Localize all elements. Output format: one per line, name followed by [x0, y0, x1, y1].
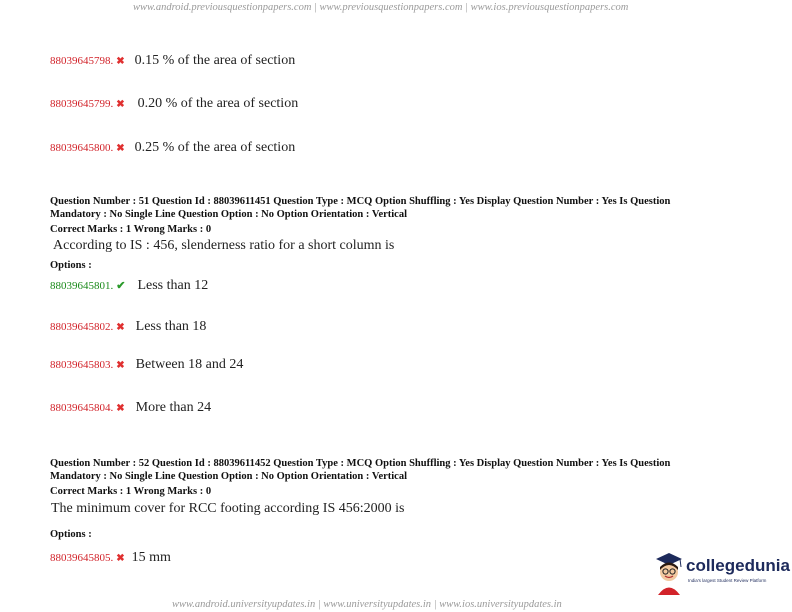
option-text: Less than 18: [135, 319, 207, 334]
option-row: [50, 138, 295, 156]
option-row: [50, 317, 206, 335]
options-label: Options :: [50, 529, 92, 540]
option-text: 0.20 % of the area of section: [137, 96, 299, 111]
question-text: The minimum cover for RCC footing according IS 456:2000 is: [51, 501, 405, 516]
question-51-meta: [50, 195, 670, 221]
question-meta-line: Question Number : 51 Question Id : 88039611451 Question Type : MCQ Option Shuffling : Yes Display Question Number : Yes Is Question: [50, 196, 671, 207]
student-mascot-icon: [652, 550, 686, 596]
wrong-mark-icon: ✖: [116, 403, 125, 414]
option-id: 88039645805.: [50, 552, 114, 564]
option-text: 0.15 % of the area of section: [134, 53, 296, 68]
option-text: 15 mm: [131, 550, 171, 565]
option-text: 0.25 % of the area of section: [134, 140, 296, 155]
question-text: According to IS : 456, slenderness ratio for a short column is: [53, 238, 395, 253]
option-row: [50, 355, 243, 373]
option-text: Less than 12: [137, 278, 209, 293]
option-row: [50, 51, 295, 69]
wrong-mark-icon: ✖: [116, 143, 125, 154]
option-id: 88039645798.: [50, 55, 114, 67]
question-meta-line: Mandatory : No Single Line Question Option : No Option Orientation : Vertical: [50, 471, 408, 482]
question-52-meta: [50, 457, 670, 483]
option-row: [50, 398, 211, 416]
question-meta-line: Question Number : 52 Question Id : 88039611452 Question Type : MCQ Option Shuffling : Yes Display Question Number : Yes Is Question: [50, 458, 671, 469]
wrong-mark-icon: ✖: [116, 56, 125, 67]
question-marks: Correct Marks : 1 Wrong Marks : 0: [50, 224, 212, 235]
collegedunia-logo: [652, 548, 790, 600]
brand-name: collegedunia: [686, 556, 790, 575]
watermark-top: www.android.previousquestionpapers.com | www.previousquestionpapers.com | www.ios.previousquestionpapers.com: [133, 2, 629, 13]
wrong-mark-icon: ✖: [116, 553, 125, 564]
watermark-bottom: www.android.universityupdates.in | www.universityupdates.in | www.ios.universityupdates.in: [172, 599, 562, 610]
options-label: Options :: [50, 260, 92, 271]
option-id: 88039645804.: [50, 402, 114, 414]
option-row: [50, 94, 298, 112]
question-marks: Correct Marks : 1 Wrong Marks : 0: [50, 486, 212, 497]
option-text: More than 24: [135, 400, 212, 415]
option-id: 88039645801.: [50, 280, 114, 292]
option-text: Between 18 and 24: [135, 357, 244, 372]
wrong-mark-icon: ✖: [116, 99, 125, 110]
check-mark-icon: ✔: [116, 280, 126, 292]
wrong-mark-icon: ✖: [116, 360, 125, 371]
question-meta-line: Mandatory : No Single Line Question Option : No Option Orientation : Vertical: [50, 209, 408, 220]
wrong-mark-icon: ✖: [116, 322, 125, 333]
option-id: 88039645800.: [50, 142, 114, 154]
option-id: 88039645802.: [50, 321, 114, 333]
option-id: 88039645803.: [50, 359, 114, 371]
option-id: 88039645799.: [50, 98, 114, 110]
brand-tagline: India's largest Student Review Platform: [688, 578, 767, 583]
option-row: [50, 548, 171, 566]
option-row: [50, 276, 208, 294]
